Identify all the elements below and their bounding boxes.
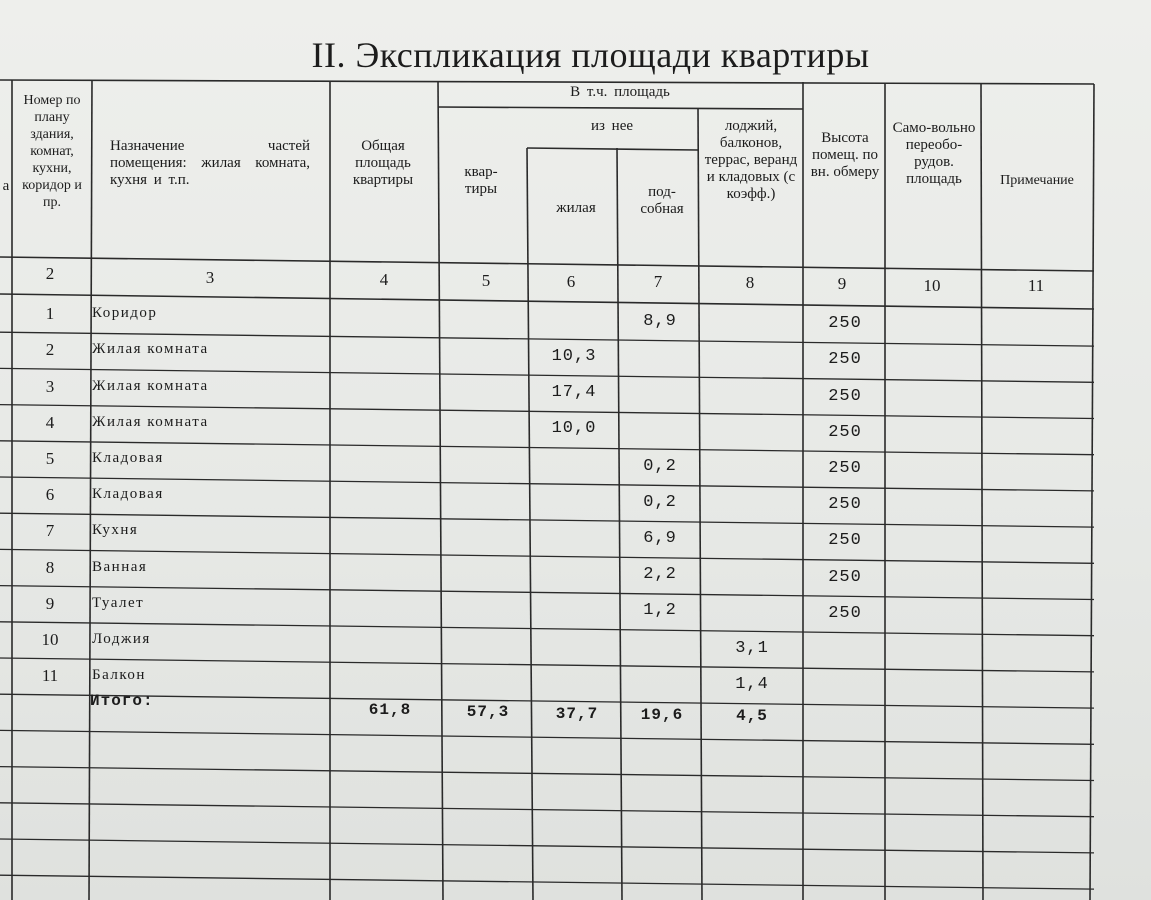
header-of-which: из нее <box>590 118 634 134</box>
totals-loggia: 4,5 <box>736 707 768 725</box>
header-total-area: Общая площадь квартиры <box>352 138 414 188</box>
row-number: 1 <box>45 304 55 324</box>
row-height: 250 <box>828 603 862 623</box>
row-name: Жилая комната <box>92 377 209 394</box>
row-aux: 0,2 <box>643 456 677 476</box>
row-name: Кладовая <box>92 486 164 503</box>
row-aux: 1,2 <box>643 601 677 621</box>
row-aux: 6,9 <box>643 529 677 549</box>
row-number: 4 <box>45 412 55 432</box>
row-height: 250 <box>828 350 862 370</box>
row-height: 250 <box>828 567 862 587</box>
header-living: жилая <box>556 200 596 216</box>
row-living: 10,0 <box>551 419 597 439</box>
col-number: 8 <box>745 273 755 292</box>
row-aux: 8,9 <box>643 311 677 331</box>
row-loggia: 1,4 <box>735 675 769 695</box>
col-number: 9 <box>837 274 847 293</box>
row-number: 5 <box>45 449 55 469</box>
col-number: 5 <box>481 271 491 290</box>
row-name: Коридор <box>92 305 158 322</box>
header-room-number: Номер по плану здания, комнат, кухни, коридор и пр. <box>22 93 82 210</box>
row-number: 8 <box>45 557 55 577</box>
row-name: Туалет <box>92 594 145 611</box>
row-living: 17,4 <box>551 383 597 403</box>
row-name: Жилая комната <box>92 413 209 430</box>
totals-living: 37,7 <box>555 705 599 723</box>
row-height: 250 <box>828 314 862 334</box>
col-number: 6 <box>566 272 576 291</box>
row-number: 9 <box>45 593 55 613</box>
row-height: 250 <box>828 386 862 406</box>
row-name: Ванная <box>92 558 148 575</box>
col-number: 4 <box>379 270 389 289</box>
row-number: 10 <box>41 630 59 650</box>
col-number: 3 <box>205 268 215 287</box>
row-height: 250 <box>828 459 862 479</box>
totals-aux: 19,6 <box>640 706 684 724</box>
row-number: 6 <box>45 485 55 505</box>
totals-total-area: 61,8 <box>368 701 412 719</box>
page-title: II. Экспликация площади квартиры <box>311 35 870 75</box>
col-number: 7 <box>653 272 663 291</box>
row-loggia: 3,1 <box>735 638 769 658</box>
row-name: Кухня <box>92 522 139 539</box>
header-note: Примечание <box>1000 173 1074 188</box>
totals-apartment: 57,3 <box>466 703 510 721</box>
header-auxiliary: под-собная <box>640 184 684 217</box>
row-name: Жилая комната <box>92 341 209 358</box>
row-number: 2 <box>45 340 55 360</box>
row-number: 7 <box>45 521 55 541</box>
row-number: 11 <box>41 666 59 686</box>
header-incl-area: В т.ч. площадь <box>570 84 670 100</box>
row-number: 3 <box>45 376 55 396</box>
row-name: Кладовая <box>92 449 164 466</box>
header-loggias: лоджий, балконов, террас, веранд и кладовых (с коэфф.) <box>704 118 798 202</box>
edge-label: а <box>2 178 10 194</box>
header-height: Высота помещ. по вн. обмеру <box>810 130 880 180</box>
row-name: Лоджия <box>92 630 151 647</box>
row-name: Балкон <box>92 667 146 684</box>
row-height: 250 <box>828 495 862 515</box>
row-aux: 2,2 <box>643 565 677 585</box>
row-height: 250 <box>828 531 862 551</box>
col-number: 2 <box>45 264 55 283</box>
row-living: 10,3 <box>551 346 597 366</box>
col-number: 10 <box>923 276 941 295</box>
header-purpose: Назначение частей помещения: жилая комната, кухня и т.п. <box>110 138 310 188</box>
row-height: 250 <box>828 422 862 442</box>
header-self-rebuilt: Само-вольно переобо-рудов. площадь <box>892 120 976 187</box>
row-aux: 0,2 <box>643 492 677 512</box>
totals-label: Итого: <box>90 692 154 710</box>
header-apartment: квар-тиры <box>464 164 498 197</box>
col-number: 11 <box>1027 276 1045 295</box>
